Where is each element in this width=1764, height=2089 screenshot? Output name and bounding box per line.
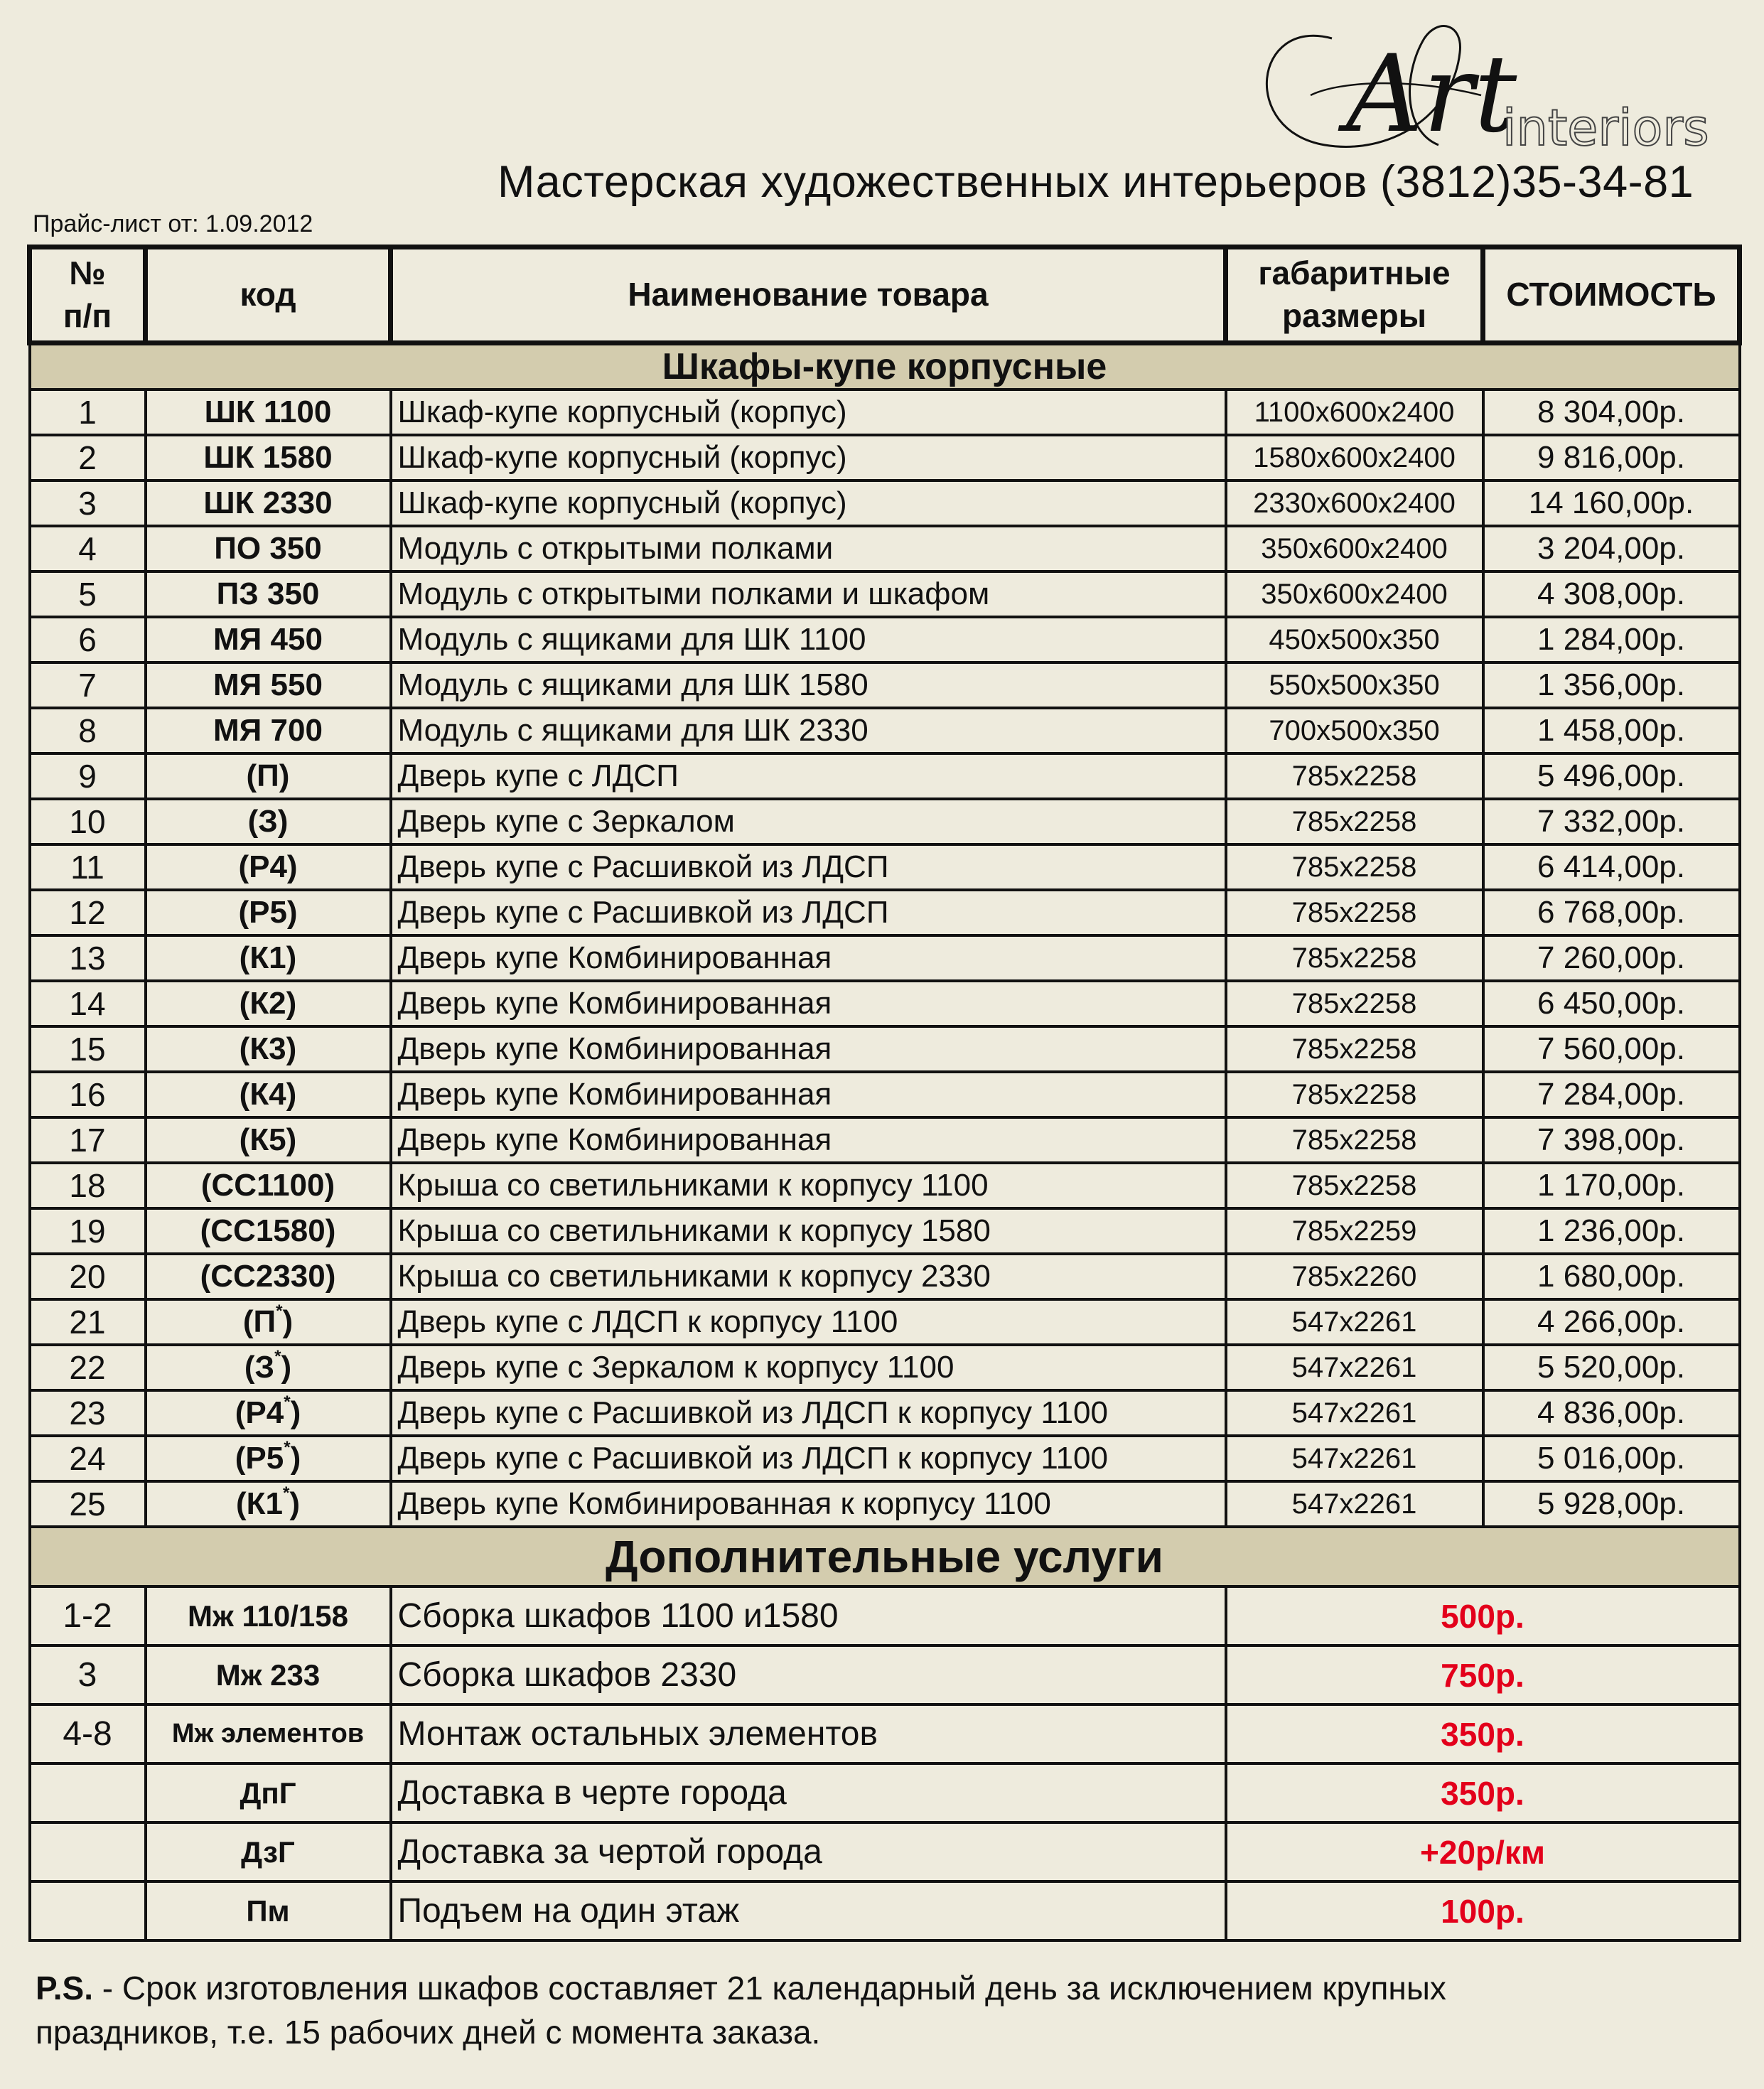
table-header-row <box>30 247 1740 343</box>
item-code: ПЗ 350 <box>146 571 391 617</box>
item-cost: 7 284,00р. <box>1483 1072 1740 1117</box>
item-number: 18 <box>30 1163 146 1208</box>
item-number: 8 <box>30 708 146 753</box>
col-num-line1: № <box>69 254 106 292</box>
table-row <box>30 571 1740 617</box>
item-number: 21 <box>30 1299 146 1345</box>
item-dimensions: 785х2258 <box>1226 1117 1483 1163</box>
col-dims-line1: габаритные <box>1258 254 1451 292</box>
item-dimensions: 785х2258 <box>1226 844 1483 890</box>
table-row <box>30 435 1740 480</box>
item-name: Дверь купе с Расшивкой из ЛДСП <box>391 890 1226 935</box>
item-cost: 5 496,00р. <box>1483 753 1740 799</box>
item-code-tail: ) <box>290 1441 301 1476</box>
item-name: Модуль с открытыми полками и шкафом <box>391 571 1226 617</box>
item-name: Шкаф-купе корпусный (корпус) <box>391 480 1226 526</box>
footnote-line1: - Срок изготовления шкафов составляет 21 календарный день за исключением крупных <box>93 1970 1446 2007</box>
item-code-text: (П <box>242 1304 276 1339</box>
footnote-line2: праздников, т.е. 15 рабочих дней с момента заказа. <box>36 2014 821 2051</box>
item-dimensions: 785х2258 <box>1226 1072 1483 1117</box>
item-number: 25 <box>30 1481 146 1527</box>
item-code-tail: ) <box>289 1486 301 1521</box>
price-list-date: Прайс-лист от: 1.09.2012 <box>33 210 313 237</box>
item-dimensions: 2330х600х2400 <box>1226 480 1483 526</box>
item-number: 5 <box>30 571 146 617</box>
table-row <box>30 844 1740 890</box>
item-number: 6 <box>30 617 146 662</box>
section-title: Шкафы-купе корпусные <box>30 343 1740 390</box>
item-code: (СС1100) <box>146 1163 391 1208</box>
item-code: ШК 1100 <box>146 390 391 435</box>
table-row <box>30 480 1740 526</box>
item-number: 1 <box>30 390 146 435</box>
item-code-asterisk: * <box>284 1438 291 1458</box>
service-name: Доставка в черте города <box>391 1763 1226 1822</box>
item-name: Дверь купе Комбинированная <box>391 1026 1226 1072</box>
item-dimensions: 785х2259 <box>1226 1208 1483 1254</box>
item-code: МЯ 550 <box>146 662 391 708</box>
item-code-tail: ) <box>282 1304 294 1339</box>
service-price: 350р. <box>1226 1704 1740 1763</box>
item-code: (К3) <box>146 1026 391 1072</box>
item-code-text: (К1 <box>235 1486 283 1521</box>
table-row <box>30 1117 1740 1163</box>
item-name: Модуль с ящиками для ШК 1100 <box>391 617 1226 662</box>
workshop-phone: (3812)35-34-81 <box>1380 157 1694 207</box>
item-code-text: (З <box>244 1350 275 1385</box>
item-code <box>146 1345 391 1390</box>
item-code-tail: ) <box>281 1350 292 1385</box>
item-code-asterisk: * <box>282 1483 290 1503</box>
item-name: Дверь купе с ЛДСП к корпусу 1100 <box>391 1299 1226 1345</box>
item-code: (Р4) <box>146 844 391 890</box>
table-row <box>30 1163 1740 1208</box>
item-cost: 1 170,00р. <box>1483 1163 1740 1208</box>
item-name: Шкаф-купе корпусный (корпус) <box>391 390 1226 435</box>
art-interiors-logo <box>1225 10 1737 166</box>
item-number: 16 <box>30 1072 146 1117</box>
item-dimensions: 547х2261 <box>1226 1390 1483 1436</box>
item-number: 2 <box>30 435 146 480</box>
item-cost: 1 458,00р. <box>1483 708 1740 753</box>
workshop-name: Мастерская художественных интерьеров <box>498 157 1367 207</box>
item-cost: 5 016,00р. <box>1483 1436 1740 1481</box>
table-row <box>30 1436 1740 1481</box>
item-dimensions: 550х500х350 <box>1226 662 1483 708</box>
item-name: Дверь купе с ЛДСП <box>391 753 1226 799</box>
item-code: (К5) <box>146 1117 391 1163</box>
item-cost: 14 160,00р. <box>1483 480 1740 526</box>
item-code: ШК 2330 <box>146 480 391 526</box>
item-code: МЯ 450 <box>146 617 391 662</box>
item-dimensions: 700х500х350 <box>1226 708 1483 753</box>
item-code: (СС2330) <box>146 1254 391 1299</box>
col-num-line2: п/п <box>63 297 112 334</box>
item-code: (К1) <box>146 935 391 981</box>
item-dimensions: 785х2258 <box>1226 981 1483 1026</box>
item-code-asterisk: * <box>284 1392 291 1412</box>
table-row <box>30 1254 1740 1299</box>
item-number: 24 <box>30 1436 146 1481</box>
item-number: 19 <box>30 1208 146 1254</box>
table-row <box>30 981 1740 1026</box>
item-number: 17 <box>30 1117 146 1163</box>
service-number <box>30 1763 146 1822</box>
service-price: 750р. <box>1226 1645 1740 1704</box>
item-code <box>146 1436 391 1481</box>
item-code-asterisk: * <box>276 1301 283 1321</box>
service-code: ДпГ <box>146 1763 391 1822</box>
table-row <box>30 1208 1740 1254</box>
section-header-wardrobes <box>30 343 1740 390</box>
item-dimensions: 450х500х350 <box>1226 617 1483 662</box>
item-dimensions: 1100х600х2400 <box>1226 390 1483 435</box>
item-code: (П) <box>146 753 391 799</box>
item-cost: 7 398,00р. <box>1483 1117 1740 1163</box>
item-name: Шкаф-купе корпусный (корпус) <box>391 435 1226 480</box>
service-code: Мж 233 <box>146 1645 391 1704</box>
item-dimensions: 785х2258 <box>1226 890 1483 935</box>
item-number: 14 <box>30 981 146 1026</box>
item-name: Дверь купе с Зеркалом к корпусу 1100 <box>391 1345 1226 1390</box>
table-row <box>30 708 1740 753</box>
item-dimensions: 547х2261 <box>1226 1436 1483 1481</box>
table-row <box>30 935 1740 981</box>
footnote-prefix: P.S. <box>36 1970 93 2007</box>
item-code-tail: ) <box>290 1395 301 1430</box>
item-cost: 1 680,00р. <box>1483 1254 1740 1299</box>
table-row <box>30 799 1740 844</box>
item-cost: 9 816,00р. <box>1483 435 1740 480</box>
item-code: МЯ 700 <box>146 708 391 753</box>
table-row <box>30 1072 1740 1117</box>
table-row <box>30 1026 1740 1072</box>
item-name: Дверь купе с Зеркалом <box>391 799 1226 844</box>
item-cost: 1 356,00р. <box>1483 662 1740 708</box>
service-row <box>30 1822 1740 1881</box>
col-dims-header <box>1226 247 1483 343</box>
item-name: Крыша со светильниками к корпусу 1580 <box>391 1208 1226 1254</box>
item-dimensions: 547х2261 <box>1226 1345 1483 1390</box>
item-number: 9 <box>30 753 146 799</box>
item-number: 4 <box>30 526 146 571</box>
item-code-text: (Р4 <box>235 1395 284 1430</box>
item-code: (Р5) <box>146 890 391 935</box>
service-code: Пм <box>146 1881 391 1940</box>
item-name: Дверь купе Комбинированная <box>391 1072 1226 1117</box>
service-number: 3 <box>30 1645 146 1704</box>
item-cost: 7 260,00р. <box>1483 935 1740 981</box>
item-code <box>146 1481 391 1527</box>
item-name: Крыша со светильниками к корпусу 2330 <box>391 1254 1226 1299</box>
item-cost: 1 284,00р. <box>1483 617 1740 662</box>
item-dimensions: 785х2258 <box>1226 935 1483 981</box>
item-dimensions: 1580х600х2400 <box>1226 435 1483 480</box>
table-row <box>30 662 1740 708</box>
item-dimensions: 350х600х2400 <box>1226 526 1483 571</box>
item-code-asterisk: * <box>274 1347 281 1367</box>
footnote <box>36 1966 1670 2054</box>
service-name: Доставка за чертой города <box>391 1822 1226 1881</box>
item-name: Дверь купе с Расшивкой из ЛДСП к корпусу 1100 <box>391 1436 1226 1481</box>
item-number: 15 <box>30 1026 146 1072</box>
table-row <box>30 1481 1740 1527</box>
item-code-text: (Р5 <box>235 1441 284 1476</box>
item-name: Модуль с открытыми полками <box>391 526 1226 571</box>
item-code: (СС1580) <box>146 1208 391 1254</box>
item-cost: 3 204,00р. <box>1483 526 1740 571</box>
item-code <box>146 1299 391 1345</box>
item-number: 23 <box>30 1390 146 1436</box>
item-cost: 8 304,00р. <box>1483 390 1740 435</box>
item-name: Дверь купе с Расшивкой из ЛДСП к корпусу 1100 <box>391 1390 1226 1436</box>
service-price: 500р. <box>1226 1586 1740 1645</box>
col-num-header <box>30 247 146 343</box>
item-cost: 4 308,00р. <box>1483 571 1740 617</box>
section-title: Дополнительные услуги <box>30 1527 1740 1586</box>
service-number <box>30 1822 146 1881</box>
item-code: ПО 350 <box>146 526 391 571</box>
item-cost: 6 414,00р. <box>1483 844 1740 890</box>
service-row <box>30 1586 1740 1645</box>
item-cost: 1 236,00р. <box>1483 1208 1740 1254</box>
table-row <box>30 390 1740 435</box>
item-code <box>146 1390 391 1436</box>
item-dimensions: 785х2258 <box>1226 799 1483 844</box>
table-row <box>30 890 1740 935</box>
service-price: +20р/км <box>1226 1822 1740 1881</box>
service-number: 1-2 <box>30 1586 146 1645</box>
service-number: 4-8 <box>30 1704 146 1763</box>
item-name: Дверь купе Комбинированная к корпусу 1100 <box>391 1481 1226 1527</box>
service-name: Монтаж остальных элементов <box>391 1704 1226 1763</box>
item-cost: 7 560,00р. <box>1483 1026 1740 1072</box>
item-name: Дверь купе Комбинированная <box>391 935 1226 981</box>
section-header-services <box>30 1527 1740 1586</box>
table-row <box>30 753 1740 799</box>
service-row <box>30 1881 1740 1940</box>
item-cost: 6 450,00р. <box>1483 981 1740 1026</box>
service-code: ДзГ <box>146 1822 391 1881</box>
item-cost: 5 520,00р. <box>1483 1345 1740 1390</box>
service-code: Мж элементов <box>146 1704 391 1763</box>
item-number: 7 <box>30 662 146 708</box>
item-code: (З) <box>146 799 391 844</box>
service-row <box>30 1704 1740 1763</box>
item-name: Крыша со светильниками к корпусу 1100 <box>391 1163 1226 1208</box>
service-price: 100р. <box>1226 1881 1740 1940</box>
item-code: ШК 1580 <box>146 435 391 480</box>
item-number: 11 <box>30 844 146 890</box>
table-row <box>30 1390 1740 1436</box>
item-cost: 4 266,00р. <box>1483 1299 1740 1345</box>
service-name: Сборка шкафов 1100 и1580 <box>391 1586 1226 1645</box>
item-cost: 7 332,00р. <box>1483 799 1740 844</box>
service-row <box>30 1763 1740 1822</box>
col-dims-line2: размеры <box>1282 297 1426 334</box>
item-number: 13 <box>30 935 146 981</box>
table-row <box>30 1299 1740 1345</box>
item-name: Дверь купе Комбинированная <box>391 981 1226 1026</box>
item-dimensions: 785х2258 <box>1226 1026 1483 1072</box>
item-dimensions: 785х2260 <box>1226 1254 1483 1299</box>
item-dimensions: 785х2258 <box>1226 753 1483 799</box>
service-price: 350р. <box>1226 1763 1740 1822</box>
item-number: 12 <box>30 890 146 935</box>
item-name: Модуль с ящиками для ШК 2330 <box>391 708 1226 753</box>
item-dimensions: 547х2261 <box>1226 1481 1483 1527</box>
item-dimensions: 350х600х2400 <box>1226 571 1483 617</box>
item-name: Дверь купе Комбинированная <box>391 1117 1226 1163</box>
col-code-header: код <box>146 247 391 343</box>
item-code: (К4) <box>146 1072 391 1117</box>
col-name-header: Наименование товара <box>391 247 1226 343</box>
table-row <box>30 1345 1740 1390</box>
logo-art-text: Art <box>1346 33 1517 156</box>
service-name: Подъем на один этаж <box>391 1881 1226 1940</box>
table-row <box>30 617 1740 662</box>
item-cost: 4 836,00р. <box>1483 1390 1740 1436</box>
item-dimensions: 785х2258 <box>1226 1163 1483 1208</box>
item-cost: 6 768,00р. <box>1483 890 1740 935</box>
item-code: (К2) <box>146 981 391 1026</box>
item-dimensions: 547х2261 <box>1226 1299 1483 1345</box>
item-cost: 5 928,00р. <box>1483 1481 1740 1527</box>
item-number: 22 <box>30 1345 146 1390</box>
item-number: 10 <box>30 799 146 844</box>
service-number <box>30 1881 146 1940</box>
service-row <box>30 1645 1740 1704</box>
logo-interiors-text: interiors <box>1502 99 1709 157</box>
price-table <box>27 245 1742 1942</box>
table-row <box>30 526 1740 571</box>
service-code: Мж 110/158 <box>146 1586 391 1645</box>
service-name: Сборка шкафов 2330 <box>391 1645 1226 1704</box>
item-number: 3 <box>30 480 146 526</box>
col-cost-header: СТОИМОСТЬ <box>1483 247 1740 343</box>
item-name: Дверь купе с Расшивкой из ЛДСП <box>391 844 1226 890</box>
item-number: 20 <box>30 1254 146 1299</box>
item-name: Модуль с ящиками для ШК 1580 <box>391 662 1226 708</box>
workshop-heading <box>498 156 1741 208</box>
